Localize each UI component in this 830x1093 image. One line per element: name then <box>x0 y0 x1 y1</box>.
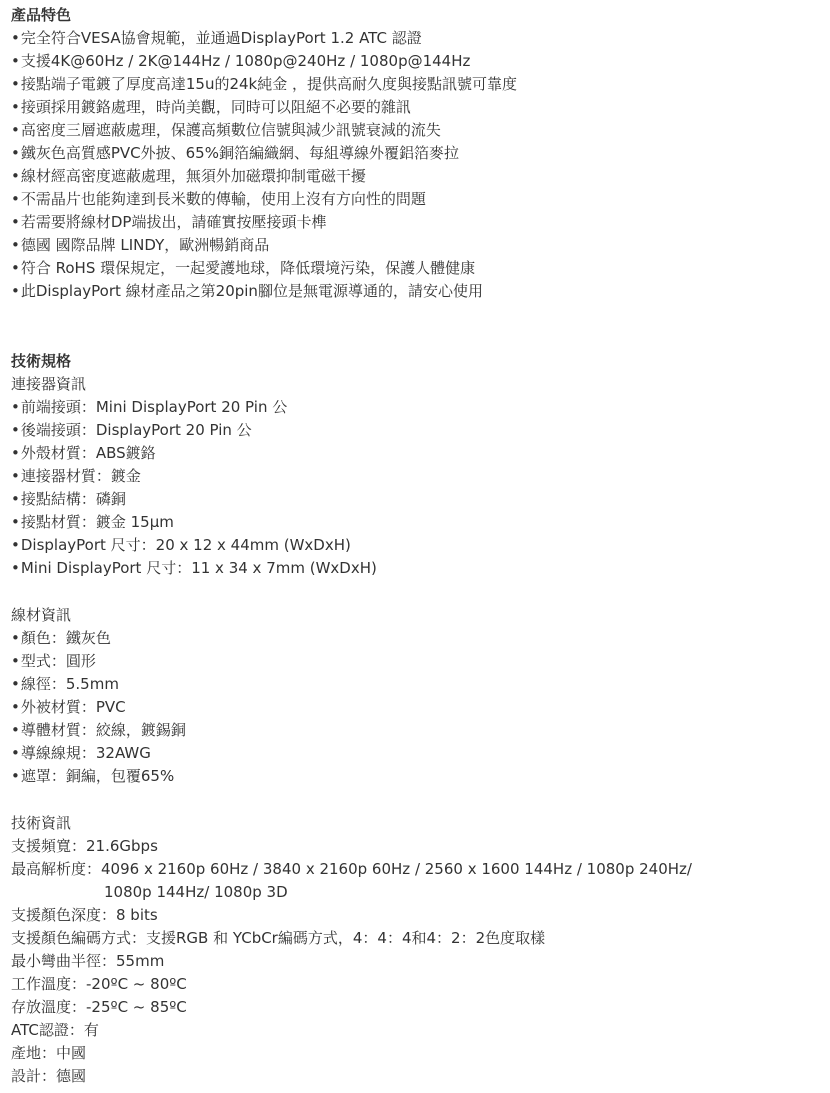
resolution-line-1: 最高解析度：4096 x 2160p 60Hz / 3840 x 2160p 60Hz / 2560 x 1600 144Hz / 1080p 240Hz/ <box>11 860 692 878</box>
features-list <box>11 27 830 303</box>
feature-item: • 支援4K@60Hz / 2K@144Hz / 1080p@240Hz / 1080p@144Hz <box>11 50 830 73</box>
feature-item: • 接頭採用鍍鉻處理，時尚美觀，同時可以阻絕不必要的雜訊 <box>11 96 830 119</box>
cable-spec-item: • 外被材質：PVC <box>11 696 830 719</box>
features-heading: 產品特色 <box>11 6 72 24</box>
tech-info-heading: 技術資訊 <box>11 814 72 832</box>
tech-spec-item: 支援顏色深度：8 bits <box>11 906 158 924</box>
feature-item: • 符合 RoHS 環保規定，一起愛護地球，降低環境污染，保護人體健康 <box>11 257 830 280</box>
cable-spec-item: • 顏色：鐵灰色 <box>11 627 830 650</box>
cable-spec-item: • 遮罩：銅編，包覆65% <box>11 765 830 788</box>
tech-spec-bandwidth: 支援頻寬：21.6Gbps <box>11 837 158 855</box>
connector-info-heading: 連接器資訊 <box>11 375 87 393</box>
feature-item: • 接點端子電鍍了厚度高達15u的24k純金 ，提供高耐久度與接點訊號可靠度 <box>11 73 830 96</box>
tech-spec-item: 存放溫度：-25ºC ~ 85ºC <box>11 998 187 1016</box>
connector-spec-item: • 接點材質：鍍金 15μm <box>11 511 830 534</box>
resolution-line-2: 1080p 144Hz/ 1080p 3D <box>104 883 288 901</box>
connector-spec-item: • 連接器材質：鍍金 <box>11 465 830 488</box>
feature-item: • 不需晶片也能夠達到長米數的傳輸，使用上沒有方向性的問題 <box>11 188 830 211</box>
feature-item: • 此DisplayPort 線材產品之第20pin腳位是無電源導通的，請安心使用 <box>11 280 830 303</box>
tech-spec-item: 最小彎曲半徑：55mm <box>11 952 165 970</box>
tech-spec-resolution <box>11 858 830 904</box>
feature-item: • 若需要將線材DP端拔出，請確實按壓接頭卡榫 <box>11 211 830 234</box>
tech-spec-item: 支援顏色編碼方式：支援RGB 和 YCbCr編碼方式，4：4：4和4：2：2色度取樣 <box>11 929 546 947</box>
feature-item: • 高密度三層遮蔽處理，保護高頻數位信號與減少訊號衰減的流失 <box>11 119 830 142</box>
tech-spec-item: ATC認證：有 <box>11 1021 99 1039</box>
feature-item: • 鐵灰色高質感PVC外披、65%銅箔編織網、每組導線外覆鋁箔麥拉 <box>11 142 830 165</box>
cable-info-list <box>11 627 830 788</box>
tech-spec-item: 工作溫度：-20ºC ~ 80ºC <box>11 975 187 993</box>
feature-item: • 完全符合VESA協會規範，並通過DisplayPort 1.2 ATC 認證 <box>11 27 830 50</box>
connector-spec-item: • DisplayPort 尺寸：20 x 12 x 44mm (WxDxH) <box>11 534 830 557</box>
feature-item: • 德國 國際品牌 LINDY，歐洲暢銷商品 <box>11 234 830 257</box>
connector-info-list <box>11 396 830 580</box>
tech-spec-item: 產地：中國 <box>11 1044 87 1062</box>
tech-info-list <box>11 835 830 1088</box>
specs-heading: 技術規格 <box>11 352 72 370</box>
connector-spec-item: • 接點結構：磷銅 <box>11 488 830 511</box>
connector-spec-item: • Mini DisplayPort 尺寸：11 x 34 x 7mm (WxDxH) <box>11 557 830 580</box>
connector-spec-item: • 後端接頭：DisplayPort 20 Pin 公 <box>11 419 830 442</box>
connector-spec-item: • 外殼材質：ABS鍍鉻 <box>11 442 830 465</box>
cable-spec-item: • 導體材質：絞線，鍍錫銅 <box>11 719 830 742</box>
cable-spec-item: • 型式：圓形 <box>11 650 830 673</box>
cable-info-heading: 線材資訊 <box>11 606 72 624</box>
cable-spec-item: • 導線線規：32AWG <box>11 742 830 765</box>
feature-item: • 線材經高密度遮蔽處理，無須外加磁環抑制電磁干擾 <box>11 165 830 188</box>
tech-spec-item: 設計：德國 <box>11 1067 87 1085</box>
connector-spec-item: • 前端接頭：Mini DisplayPort 20 Pin 公 <box>11 396 830 419</box>
cable-spec-item: • 線徑：5.5mm <box>11 673 830 696</box>
